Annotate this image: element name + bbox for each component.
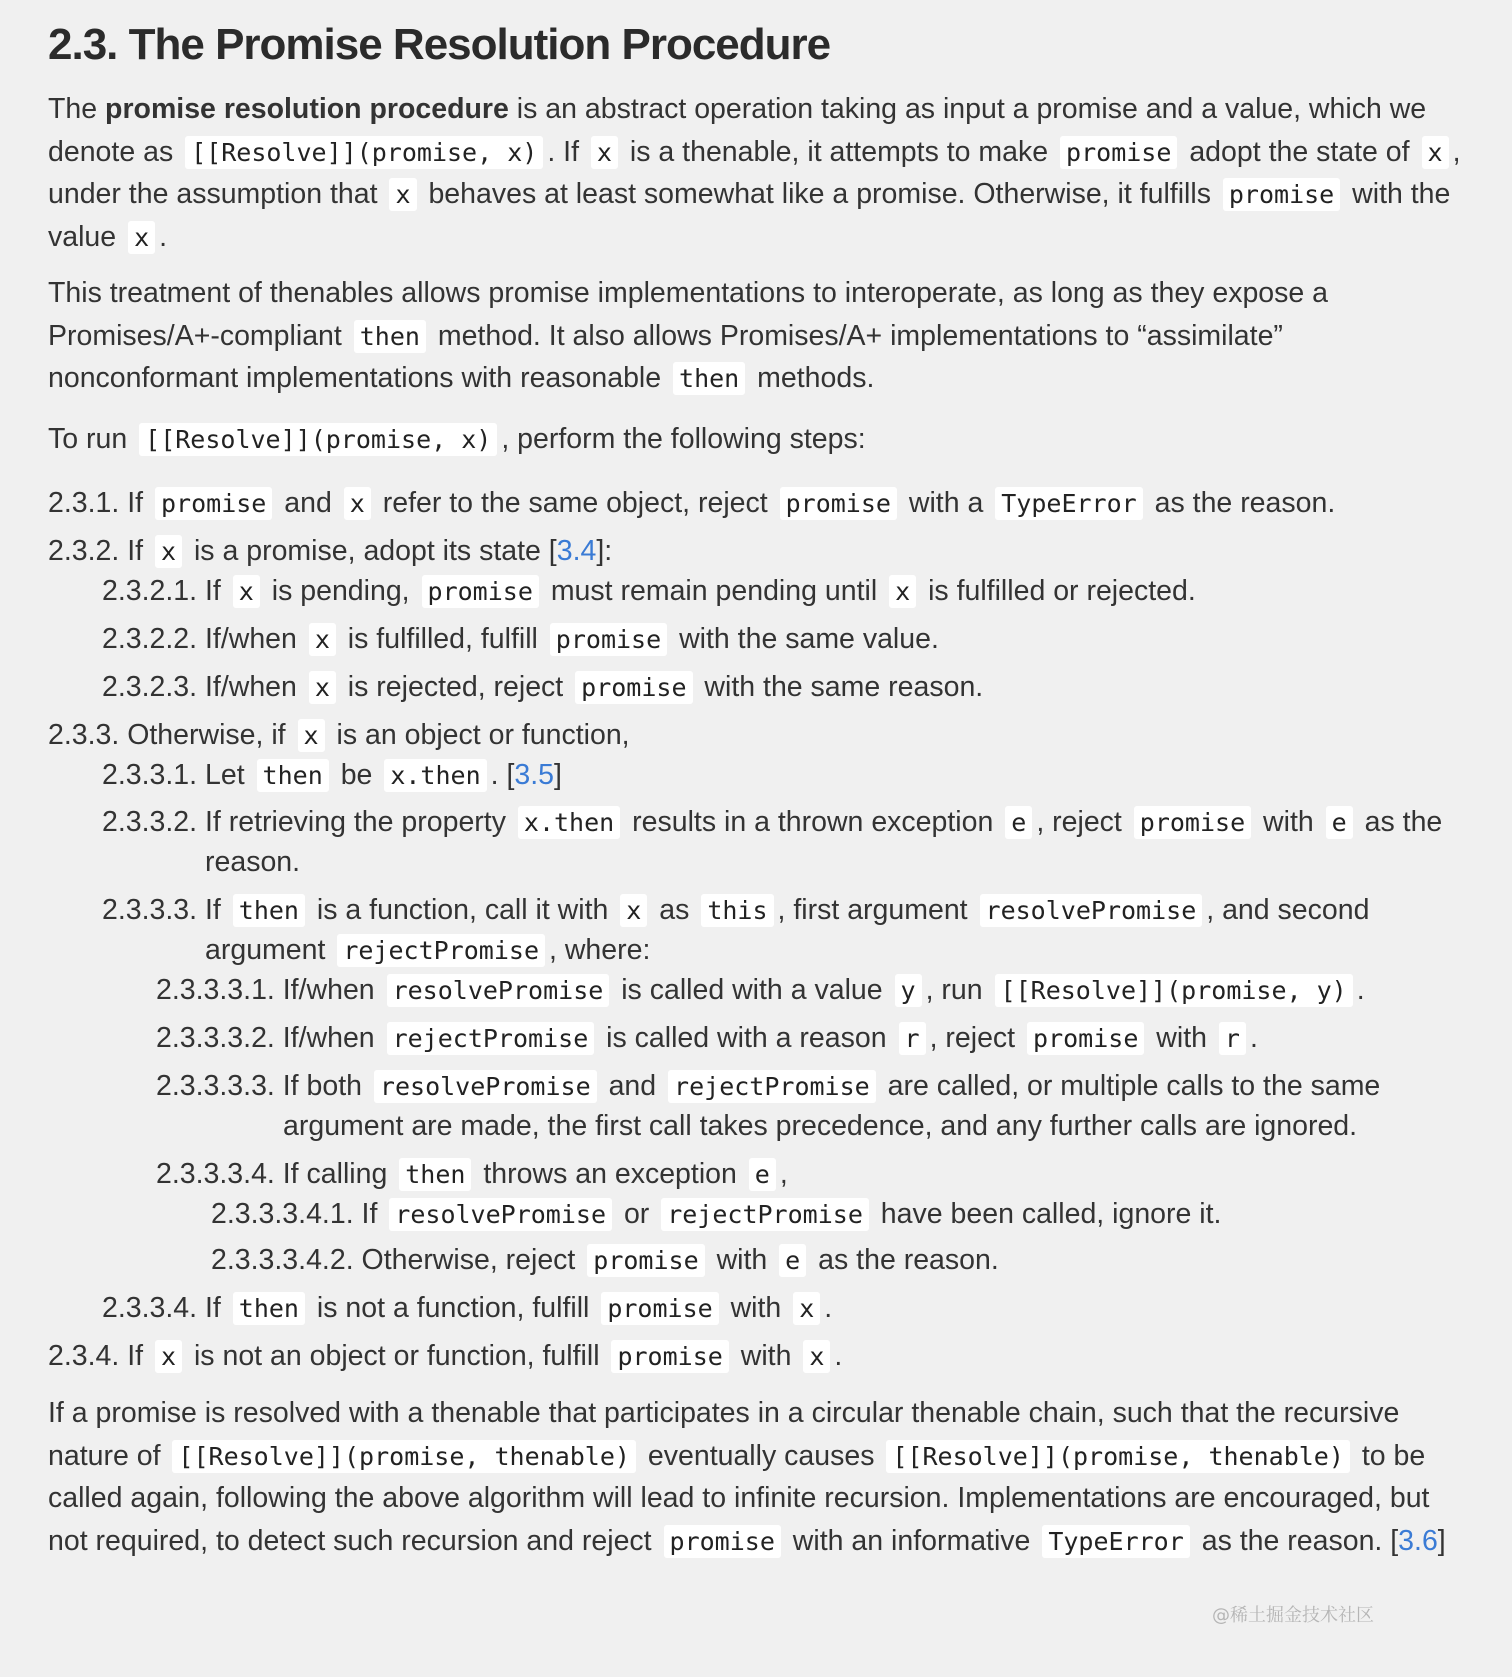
step-2-3-3 <box>48 714 630 758</box>
section-title: 2.3. The Promise Resolution Procedure <box>48 20 831 69</box>
code: rejectPromise <box>661 1198 869 1231</box>
step-number: 2.3.3.1. Let <box>102 759 245 791</box>
text: This treatment of thenables allows promise implementations to interoperate, as long as they expose a <box>48 277 1329 309</box>
text: ] <box>554 759 562 791</box>
code: promise <box>664 1525 781 1558</box>
step-number: 2.3.2.2. If/when <box>102 623 297 655</box>
code: then <box>257 759 329 792</box>
recursion-paragraph <box>48 1392 1446 1562</box>
text: with <box>1156 1022 1207 1054</box>
text: , <box>779 1158 788 1190</box>
text: value <box>48 220 117 253</box>
text: as the reason. [ <box>1201 1524 1399 1557</box>
text: is a thenable, it attempts to make <box>629 135 1049 168</box>
code: promise <box>611 1340 728 1373</box>
code: x <box>1422 136 1449 169</box>
code: resolvePromise <box>374 1070 597 1103</box>
text: as the reason. <box>1154 487 1336 519</box>
text: nature of <box>48 1439 161 1472</box>
text: ] <box>1437 1524 1446 1557</box>
step-number: 2.3.2.1. If <box>102 575 221 607</box>
text: and <box>608 1070 657 1102</box>
code: x.then <box>518 806 620 839</box>
text: . <box>159 220 168 253</box>
text: refer to the same object, reject <box>382 487 768 519</box>
code: resolvePromise <box>389 1198 612 1231</box>
step-number: 2.3.1. If <box>48 487 144 519</box>
text: is not an object or function, fulfill <box>193 1340 600 1372</box>
text: , <box>1452 135 1461 168</box>
step-2-3-3-3-4-2 <box>211 1239 999 1283</box>
text: throws an exception <box>483 1158 737 1190</box>
code: promise <box>422 575 539 608</box>
step-number: 2.3.3.3.2. If/when <box>156 1022 375 1054</box>
text: with a <box>908 487 984 519</box>
text: as <box>659 894 690 926</box>
step-2-3-3-2-continued <box>205 841 300 884</box>
step-2-3-3-2 <box>102 801 1442 845</box>
text: argument are made, the first call takes precedence, and any further calls are ignored. <box>283 1110 1358 1142</box>
code: then <box>354 320 426 353</box>
text: , perform the following steps: <box>501 423 866 455</box>
code: rejectPromise <box>668 1070 876 1103</box>
text: is rejected, reject <box>347 671 564 703</box>
code: x <box>309 623 336 656</box>
text: behaves at least somewhat like a promise. Otherwise, it fulfills <box>428 178 1211 210</box>
text: and <box>284 487 332 519</box>
step-number: 2.3.3.3.4. If calling <box>156 1158 388 1190</box>
step-number: 2.3.3.3.4.2. Otherwise, reject <box>211 1244 576 1276</box>
step-2-3-3-3-1 <box>156 969 1365 1013</box>
text: or <box>623 1198 650 1230</box>
steps-intro <box>48 418 866 461</box>
code: x <box>889 575 916 608</box>
intro-paragraph <box>48 88 1460 258</box>
code: e <box>749 1158 776 1191</box>
text: ]: <box>596 535 613 567</box>
text: , reject <box>1036 806 1122 838</box>
step-2-3-3-3-3 <box>156 1065 1380 1109</box>
text: methods. <box>757 362 875 394</box>
code: [[Resolve]](promise, thenable) <box>886 1440 1350 1473</box>
text: is a function, call it with <box>316 894 609 926</box>
step-2-3-3-1 <box>102 754 562 798</box>
text: nonconformant implementations with reasonable <box>48 362 662 394</box>
code: promise <box>1134 806 1251 839</box>
text: is an abstract operation taking as input a promise and a value, which we <box>508 93 1427 125</box>
step-number: 2.3.3.3.1. If/when <box>156 974 375 1006</box>
code: TypeError <box>1042 1525 1189 1558</box>
text: have been called, ignore it. <box>880 1198 1222 1230</box>
step-number: 2.3.3.3. If <box>102 894 221 926</box>
step-2-3-2-2 <box>102 618 939 662</box>
text: called again, following the above algorithm will lead to infinite recursion. Implementations are encouraged, but <box>48 1482 1430 1514</box>
text: is not a function, fulfill <box>316 1292 590 1324</box>
step-2-3-3-3-3-continued <box>283 1105 1357 1148</box>
code: x <box>309 671 336 704</box>
step-2-3-3-3-4-1 <box>211 1193 1221 1237</box>
step-number: 2.3.3.4. If <box>102 1292 221 1324</box>
text: eventually causes <box>647 1439 875 1472</box>
code: e <box>1005 806 1032 839</box>
code: promise <box>155 487 272 520</box>
text: . <box>1356 974 1365 1006</box>
step-2-3-3-3-4 <box>156 1153 788 1197</box>
text: , reject <box>929 1022 1016 1054</box>
code: x <box>298 719 325 752</box>
step-2-3-3-4 <box>102 1287 832 1331</box>
code: resolvePromise <box>387 974 610 1007</box>
code: then <box>233 894 305 927</box>
text: reason. <box>205 846 301 878</box>
text: is pending, <box>271 575 410 607</box>
text: is called with a reason <box>606 1022 887 1054</box>
code: promise <box>587 1244 704 1277</box>
text: Promises/A+-compliant <box>48 319 342 352</box>
text: with the same value. <box>679 623 939 655</box>
code: x <box>591 136 618 169</box>
step-2-3-3-3-2 <box>156 1017 1258 1061</box>
step-2-3-3-3 <box>102 889 1369 933</box>
text: with the <box>1352 178 1451 210</box>
code: x.then <box>384 759 486 792</box>
text: denote as <box>48 135 174 168</box>
code: resolvePromise <box>980 894 1203 927</box>
code: x <box>620 894 647 927</box>
code: then <box>673 362 745 395</box>
step-number: 2.3.3. Otherwise, if <box>48 719 286 751</box>
text: to be <box>1361 1439 1426 1472</box>
step-number: 2.3.3.3.3. If both <box>156 1070 362 1102</box>
code: promise <box>1060 136 1177 169</box>
code: e <box>779 1244 806 1277</box>
code: [[Resolve]](promise, x) <box>139 423 497 456</box>
text: is an object or function, <box>336 719 630 751</box>
text: , where: <box>549 934 651 966</box>
code: x <box>803 1340 830 1373</box>
code: then <box>399 1158 471 1191</box>
code: x <box>793 1292 820 1325</box>
text: . [ <box>490 759 515 791</box>
step-2-3-2 <box>48 530 612 574</box>
step-2-3-2-3 <box>102 666 983 710</box>
text: with <box>1263 806 1314 838</box>
text: with <box>716 1244 768 1276</box>
code: r <box>1219 1022 1246 1055</box>
step-2-3-1 <box>48 482 1335 526</box>
text: is a promise, adopt its state [ <box>193 535 557 567</box>
text: as the <box>1364 806 1443 838</box>
code: e <box>1326 806 1353 839</box>
text: is fulfilled, fulfill <box>347 623 538 655</box>
text: , run <box>925 974 983 1006</box>
text: results in a thrown exception <box>632 806 994 838</box>
code: x <box>233 575 260 608</box>
text: adopt the state of <box>1189 135 1410 168</box>
text: . If <box>547 135 579 168</box>
text: argument <box>205 934 326 966</box>
text: with an informative <box>792 1524 1031 1557</box>
text: are called, or multiple calls to the same <box>887 1070 1381 1102</box>
reference-link[interactable]: 3.5 <box>514 759 555 791</box>
text: with the same reason. <box>704 671 984 703</box>
watermark: @稀土掘金技术社区 <box>1212 1605 1374 1626</box>
text: To run <box>48 423 128 455</box>
code: x <box>344 487 371 520</box>
reference-link[interactable]: 3.4 <box>556 535 597 567</box>
code: [[Resolve]](promise, thenable) <box>172 1440 636 1473</box>
text: under the assumption that <box>48 178 378 210</box>
code: x <box>155 1340 182 1373</box>
text: . <box>834 1340 843 1372</box>
code: promise <box>1027 1022 1144 1055</box>
text: method. It also allows Promises/A+ implementations to “assimilate” <box>437 319 1283 352</box>
text: is fulfilled or rejected. <box>928 575 1196 607</box>
code: TypeError <box>995 487 1142 520</box>
text: not required, to detect such recursion and reject <box>48 1524 652 1557</box>
code: promise <box>550 623 667 656</box>
code: x <box>389 178 416 211</box>
step-2-3-4 <box>48 1335 842 1379</box>
text: is called with a value <box>621 974 883 1006</box>
text: with <box>740 1340 792 1372</box>
text: with <box>730 1292 782 1324</box>
code: x <box>128 221 155 254</box>
code: promise <box>575 671 692 704</box>
step-2-3-2-1 <box>102 570 1196 614</box>
text: as the reason. <box>818 1244 999 1276</box>
code: y <box>895 974 922 1007</box>
text: . <box>824 1292 833 1324</box>
code: promise <box>1223 178 1340 211</box>
code: r <box>899 1022 926 1055</box>
step-number: 2.3.3.3.4.1. If <box>211 1198 378 1230</box>
text: , and second <box>1206 894 1370 926</box>
text: The <box>48 93 106 125</box>
code: [[Resolve]](promise, y) <box>995 974 1353 1007</box>
text: . <box>1249 1022 1258 1054</box>
step-2-3-3-3-continued <box>205 929 650 973</box>
step-number: 2.3.3.2. If retrieving the property <box>102 806 506 838</box>
bold-term: promise resolution procedure <box>105 93 509 125</box>
code: this <box>701 894 773 927</box>
step-number: 2.3.2. If <box>48 535 144 567</box>
code: promise <box>780 487 897 520</box>
code: promise <box>601 1292 718 1325</box>
code: rejectPromise <box>387 1022 595 1055</box>
text: , first argument <box>777 894 968 926</box>
code: x <box>155 535 182 568</box>
code: rejectPromise <box>337 934 545 967</box>
step-number: 2.3.2.3. If/when <box>102 671 297 703</box>
thenables-paragraph <box>48 272 1328 400</box>
step-number: 2.3.4. If <box>48 1340 144 1372</box>
code: [[Resolve]](promise, x) <box>185 136 543 169</box>
text: must remain pending until <box>550 575 878 607</box>
code: then <box>233 1292 305 1325</box>
text: If a promise is resolved with a thenable that participates in a circular thenable chain, such that the recursive <box>48 1397 1400 1429</box>
text: be <box>340 759 373 791</box>
reference-link[interactable]: 3.6 <box>1398 1524 1438 1557</box>
